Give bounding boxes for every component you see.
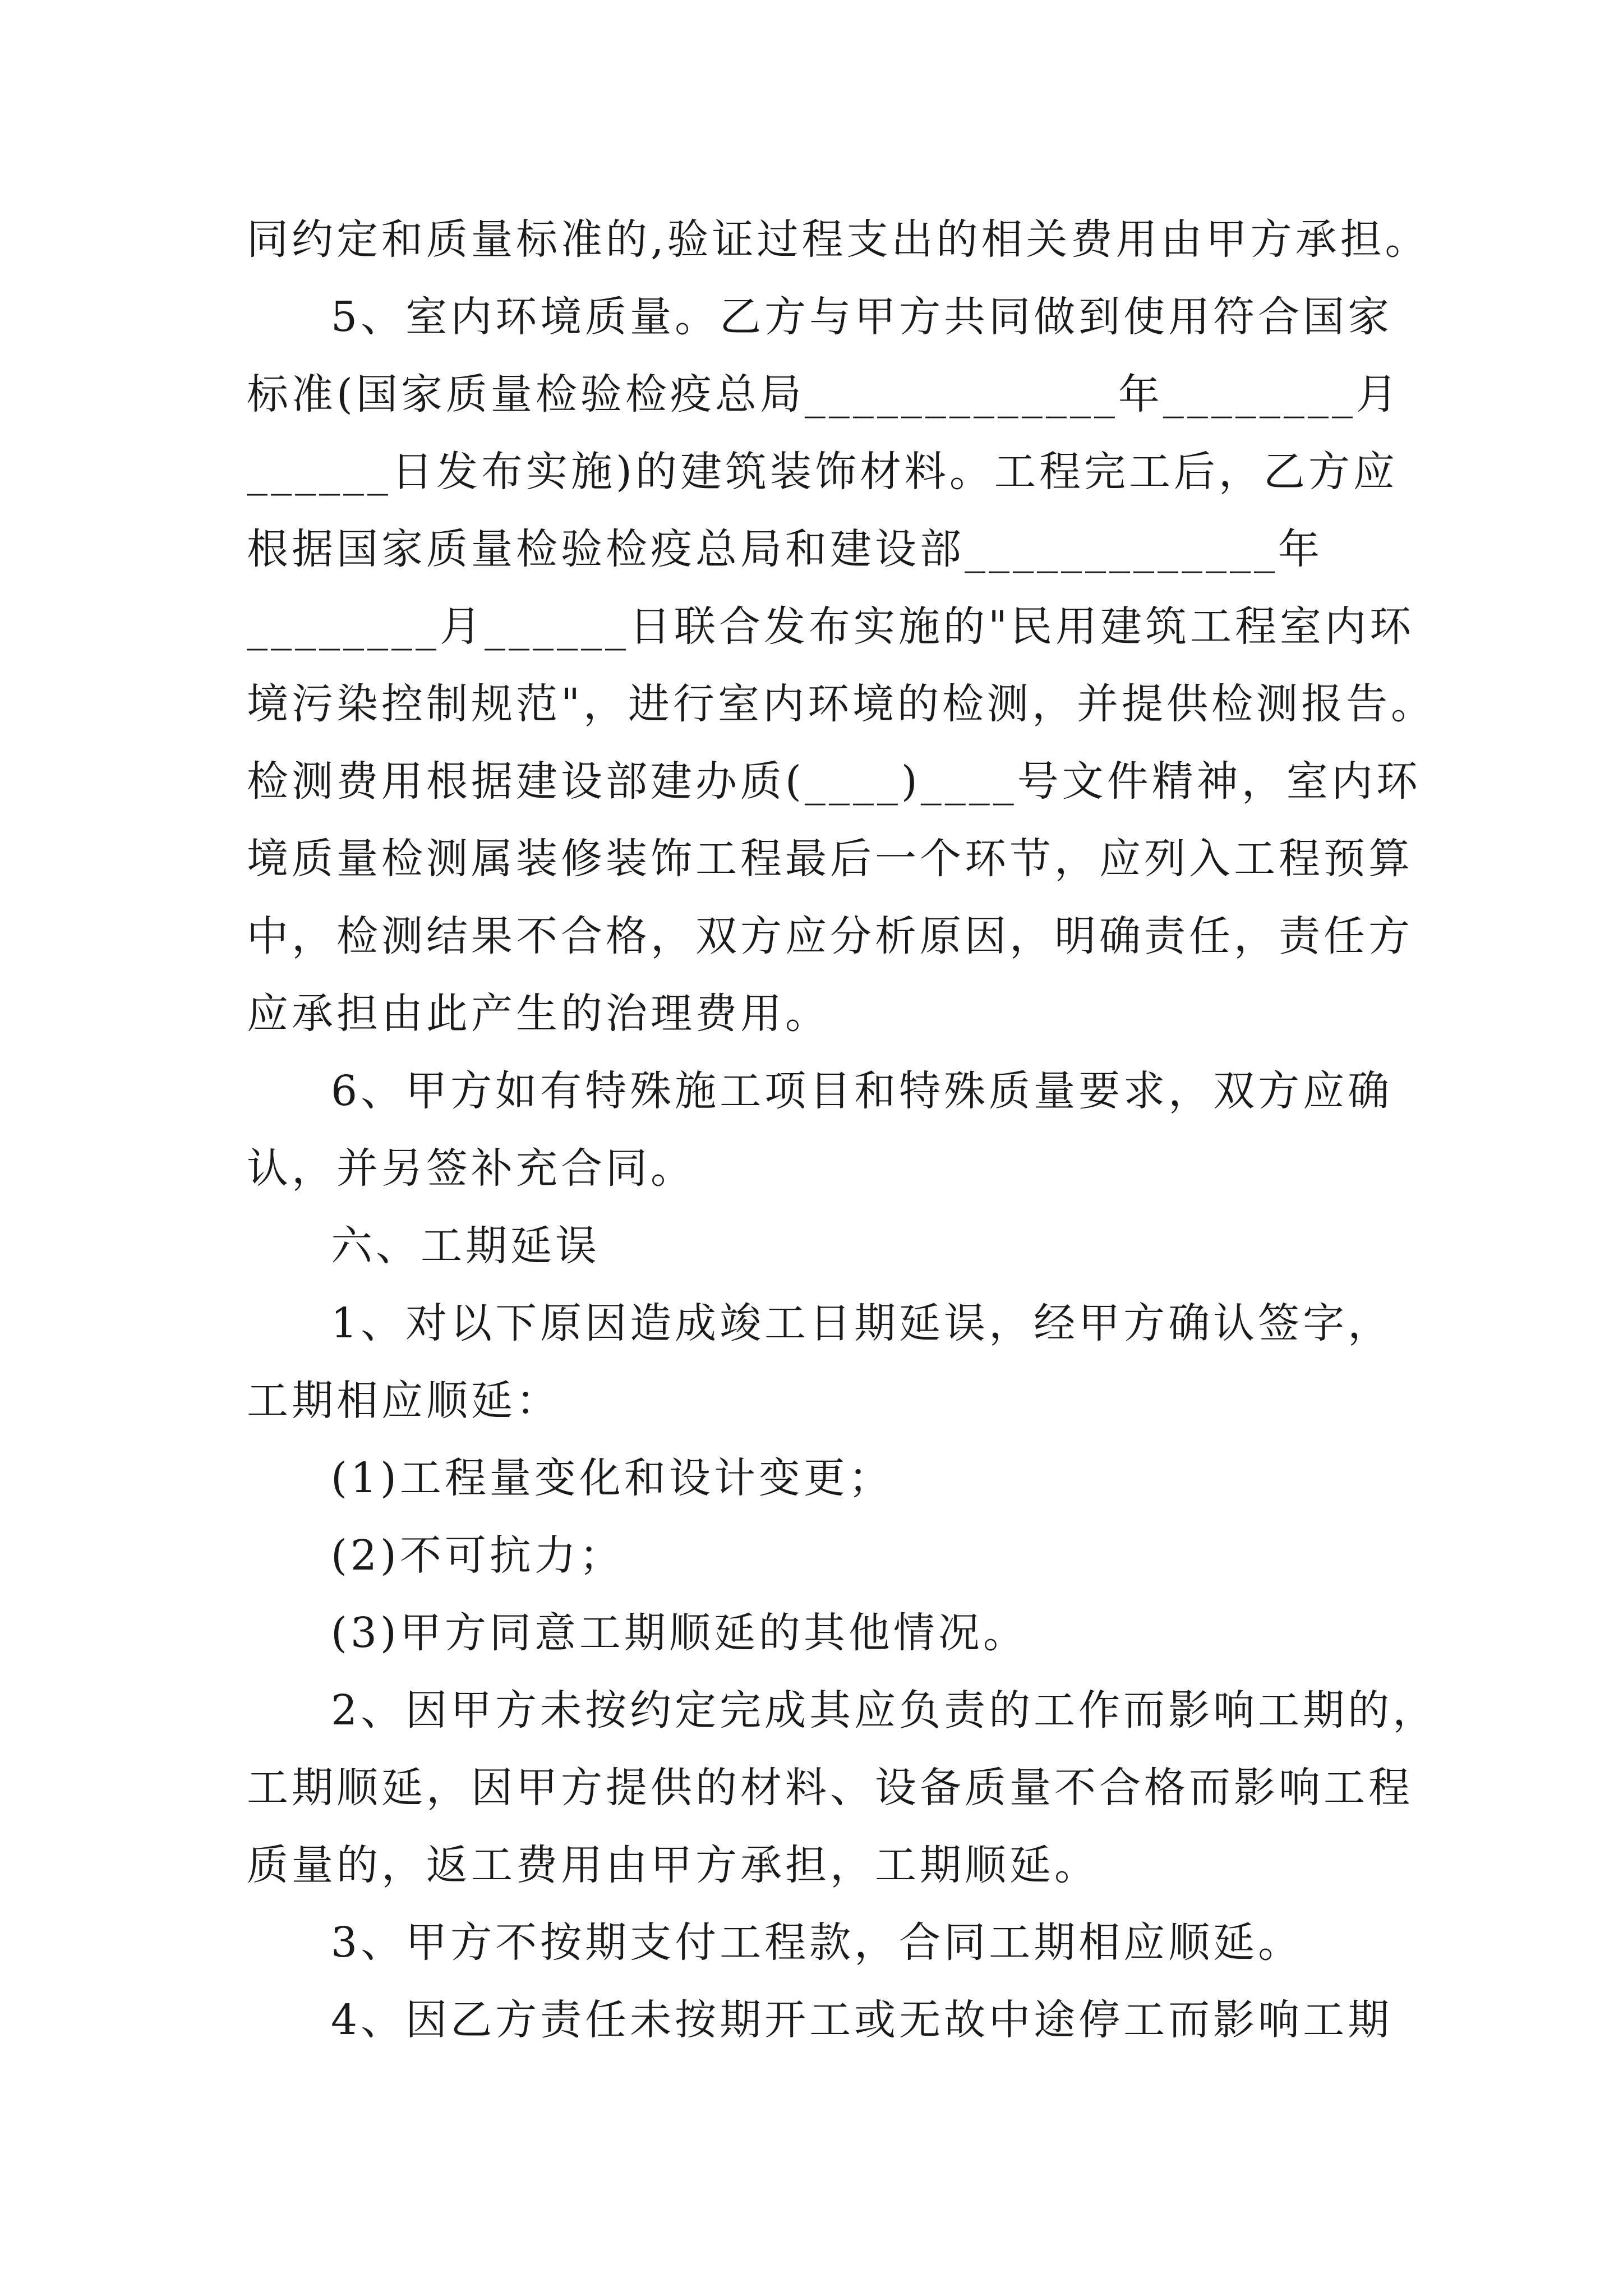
text-line: 境污染控制规范"，进行室内环境的检测，并提供检测报告。 [247,680,1436,728]
text-line: 5、室内环境质量。乙方与甲方共同做到使用符合国家 [331,293,1393,341]
text-line: 2、因甲方未按约定完成其应负责的工作而影响工期的， [331,1686,1438,1734]
text-line: 认，并另签补充合同。 [247,1144,695,1193]
text-line: 工期顺延，因甲方提供的材料、设备质量不合格而影响工程 [247,1764,1413,1812]
list-item: (1)工程量变化和设计变更； [331,1454,893,1502]
text-line: 标准(国家质量检验检疫总局_____________年________月 [247,370,1401,418]
list-item: (2)不可抗力； [331,1531,624,1580]
text-line: ________月______日联合发布实施的"民用建筑工程室内环 [247,602,1415,651]
list-item: (3)甲方同意工期顺延的其他情况。 [331,1609,1028,1657]
text-line: 中，检测结果不合格，双方应分析原因，明确责任，责任方 [247,912,1413,960]
text-line: 同约定和质量标准的,验证过程支出的相关费用由甲方承担。 [247,215,1430,264]
text-line: 3、甲方不按期支付工程款，合同工期相应顺延。 [331,1918,1303,1967]
text-line: 工期相应顺延： [247,1377,561,1425]
text-line: 应承担由此产生的治理费用。 [247,990,830,1038]
text-line: 6、甲方如有特殊施工项目和特殊质量要求，双方应确 [331,1067,1393,1115]
text-line: 根据国家质量检验检疫总局和建设部_____________年 [247,525,1323,573]
text-line: 检测费用根据建设部建办质(____)____号文件精神，室内环 [247,757,1421,806]
text-line: ______日发布实施)的建筑装饰材料。工程完工后，乙方应 [247,448,1398,496]
section-heading: 六、工期延误 [331,1222,600,1270]
text-line: 1、对以下原因造成竣工日期延误，经甲方确认签字， [331,1299,1393,1347]
text-line: 质量的，返工费用由甲方承担，工期顺延。 [247,1841,1099,1889]
text-line: 4、因乙方责任未按期开工或无故中途停工而影响工期 [331,1996,1393,2044]
text-line: 境质量检测属装修装饰工程最后一个环节，应列入工程预算 [247,835,1413,883]
